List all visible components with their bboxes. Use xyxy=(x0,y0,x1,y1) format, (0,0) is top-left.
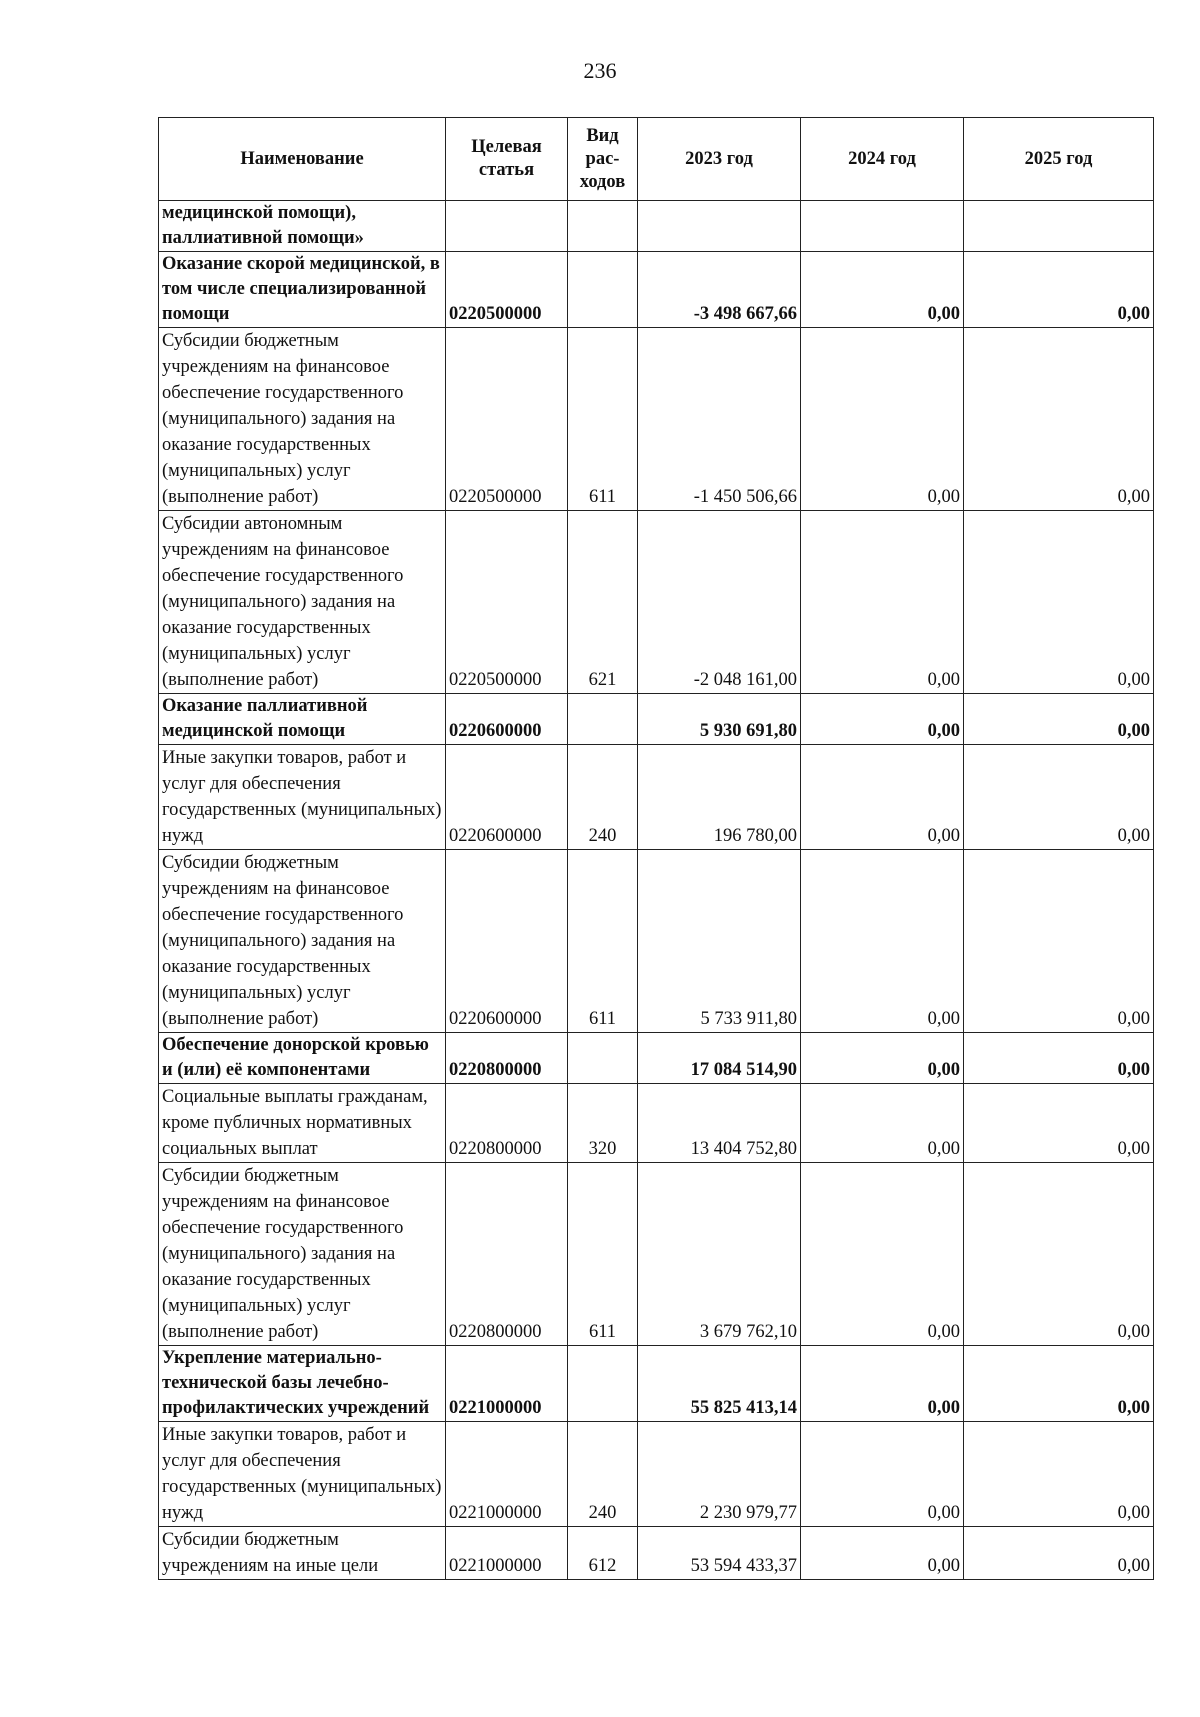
row-target-article: 0221000000 xyxy=(446,1527,568,1580)
table-row xyxy=(159,1422,1154,1527)
row-expense-type: 611 xyxy=(568,1163,638,1346)
row-value-2024: 0,00 xyxy=(801,1527,964,1580)
row-target-article: 0221000000 xyxy=(446,1422,568,1527)
row-target-article: 0220600000 xyxy=(446,745,568,850)
header-target-article: Целевая статья xyxy=(446,118,568,201)
row-target-article: 0220800000 xyxy=(446,1163,568,1346)
row-value-2023: 55 825 413,14 xyxy=(638,1346,801,1422)
row-name: медицинской помощи), паллиативной помощи» xyxy=(159,201,446,252)
row-value-2024: 0,00 xyxy=(801,328,964,511)
row-value-2024: 0,00 xyxy=(801,252,964,328)
row-expense-type xyxy=(568,201,638,252)
row-value-2023: -2 048 161,00 xyxy=(638,511,801,694)
row-expense-type xyxy=(568,252,638,328)
budget-table xyxy=(158,117,1154,1580)
row-value-2023: 53 594 433,37 xyxy=(638,1527,801,1580)
header-2023: 2023 год xyxy=(638,118,801,201)
row-name: Оказание паллиативной медицинской помощи xyxy=(159,694,446,745)
table-row xyxy=(159,745,1154,850)
table-row xyxy=(159,850,1154,1033)
row-value-2025: 0,00 xyxy=(964,850,1154,1033)
table-header-row xyxy=(159,118,1154,201)
row-value-2023: 17 084 514,90 xyxy=(638,1033,801,1084)
table-row xyxy=(159,1163,1154,1346)
row-value-2024: 0,00 xyxy=(801,850,964,1033)
table-row xyxy=(159,1346,1154,1422)
row-expense-type xyxy=(568,694,638,745)
row-name: Иные закупки товаров, работ и услуг для обеспечения государственных (муниципальных) нужд xyxy=(159,745,446,850)
row-expense-type xyxy=(568,1346,638,1422)
row-target-article: 0221000000 xyxy=(446,1346,568,1422)
row-value-2025: 0,00 xyxy=(964,1163,1154,1346)
row-value-2023: 13 404 752,80 xyxy=(638,1084,801,1163)
table-row xyxy=(159,201,1154,252)
row-name: Обеспечение донорской кровью и (или) её компонентами xyxy=(159,1033,446,1084)
row-value-2024 xyxy=(801,201,964,252)
row-value-2025: 0,00 xyxy=(964,1033,1154,1084)
table-row xyxy=(159,694,1154,745)
row-value-2023: -3 498 667,66 xyxy=(638,252,801,328)
row-value-2023: 196 780,00 xyxy=(638,745,801,850)
row-name: Иные закупки товаров, работ и услуг для обеспечения государственных (муниципальных) нужд xyxy=(159,1422,446,1527)
row-target-article: 0220500000 xyxy=(446,328,568,511)
row-value-2025: 0,00 xyxy=(964,694,1154,745)
header-2025: 2025 год xyxy=(964,118,1154,201)
header-expense-type: Вид рас-ходов xyxy=(568,118,638,201)
row-target-article xyxy=(446,201,568,252)
row-target-article: 0220600000 xyxy=(446,850,568,1033)
header-name: Наименование xyxy=(159,118,446,201)
row-value-2023: -1 450 506,66 xyxy=(638,328,801,511)
row-name: Социальные выплаты гражданам, кроме публичных нормативных социальных выплат xyxy=(159,1084,446,1163)
row-expense-type xyxy=(568,1033,638,1084)
row-value-2023: 5 930 691,80 xyxy=(638,694,801,745)
row-value-2025: 0,00 xyxy=(964,1422,1154,1527)
table-row xyxy=(159,328,1154,511)
row-value-2024: 0,00 xyxy=(801,694,964,745)
row-value-2024: 0,00 xyxy=(801,1084,964,1163)
row-target-article: 0220500000 xyxy=(446,252,568,328)
row-value-2023: 2 230 979,77 xyxy=(638,1422,801,1527)
row-expense-type: 240 xyxy=(568,745,638,850)
table-row xyxy=(159,252,1154,328)
row-target-article: 0220500000 xyxy=(446,511,568,694)
row-name: Субсидии бюджетным учреждениям на финансовое обеспечение государственного (муниципального) задания на оказание государственных (муниципальных) услуг (выполнение работ) xyxy=(159,850,446,1033)
row-value-2024: 0,00 xyxy=(801,1346,964,1422)
row-name: Субсидии бюджетным учреждениям на финансовое обеспечение государственного (муниципального) задания на оказание государственных (муниципальных) услуг (выполнение работ) xyxy=(159,1163,446,1346)
table-row xyxy=(159,511,1154,694)
row-expense-type: 240 xyxy=(568,1422,638,1527)
row-value-2023: 5 733 911,80 xyxy=(638,850,801,1033)
row-value-2024: 0,00 xyxy=(801,511,964,694)
row-expense-type: 612 xyxy=(568,1527,638,1580)
table-row xyxy=(159,1527,1154,1580)
row-value-2024: 0,00 xyxy=(801,745,964,850)
row-target-article: 0220800000 xyxy=(446,1033,568,1084)
table-row xyxy=(159,1084,1154,1163)
row-value-2025: 0,00 xyxy=(964,252,1154,328)
row-name: Укрепление материально-технической базы лечебно-профилактических учреждений xyxy=(159,1346,446,1422)
row-expense-type: 320 xyxy=(568,1084,638,1163)
header-2024: 2024 год xyxy=(801,118,964,201)
row-value-2023 xyxy=(638,201,801,252)
row-value-2025 xyxy=(964,201,1154,252)
row-expense-type: 621 xyxy=(568,511,638,694)
row-name: Оказание скорой медицинской, в том числе специализированной помощи xyxy=(159,252,446,328)
page-number: 236 xyxy=(583,58,617,83)
row-target-article: 0220600000 xyxy=(446,694,568,745)
row-value-2025: 0,00 xyxy=(964,1084,1154,1163)
row-value-2023: 3 679 762,10 xyxy=(638,1163,801,1346)
row-value-2024: 0,00 xyxy=(801,1033,964,1084)
row-value-2025: 0,00 xyxy=(964,1346,1154,1422)
row-expense-type: 611 xyxy=(568,850,638,1033)
row-name: Субсидии бюджетным учреждениям на иные цели xyxy=(159,1527,446,1580)
row-value-2024: 0,00 xyxy=(801,1422,964,1527)
row-value-2025: 0,00 xyxy=(964,328,1154,511)
row-value-2025: 0,00 xyxy=(964,511,1154,694)
row-value-2025: 0,00 xyxy=(964,1527,1154,1580)
row-value-2024: 0,00 xyxy=(801,1163,964,1346)
row-name: Субсидии бюджетным учреждениям на финансовое обеспечение государственного (муниципального) задания на оказание государственных (муниципальных) услуг (выполнение работ) xyxy=(159,328,446,511)
row-target-article: 0220800000 xyxy=(446,1084,568,1163)
table-row xyxy=(159,1033,1154,1084)
row-name: Субсидии автономным учреждениям на финансовое обеспечение государственного (муниципального) задания на оказание государственных (муниципальных) услуг (выполнение работ) xyxy=(159,511,446,694)
row-value-2025: 0,00 xyxy=(964,745,1154,850)
row-expense-type: 611 xyxy=(568,328,638,511)
